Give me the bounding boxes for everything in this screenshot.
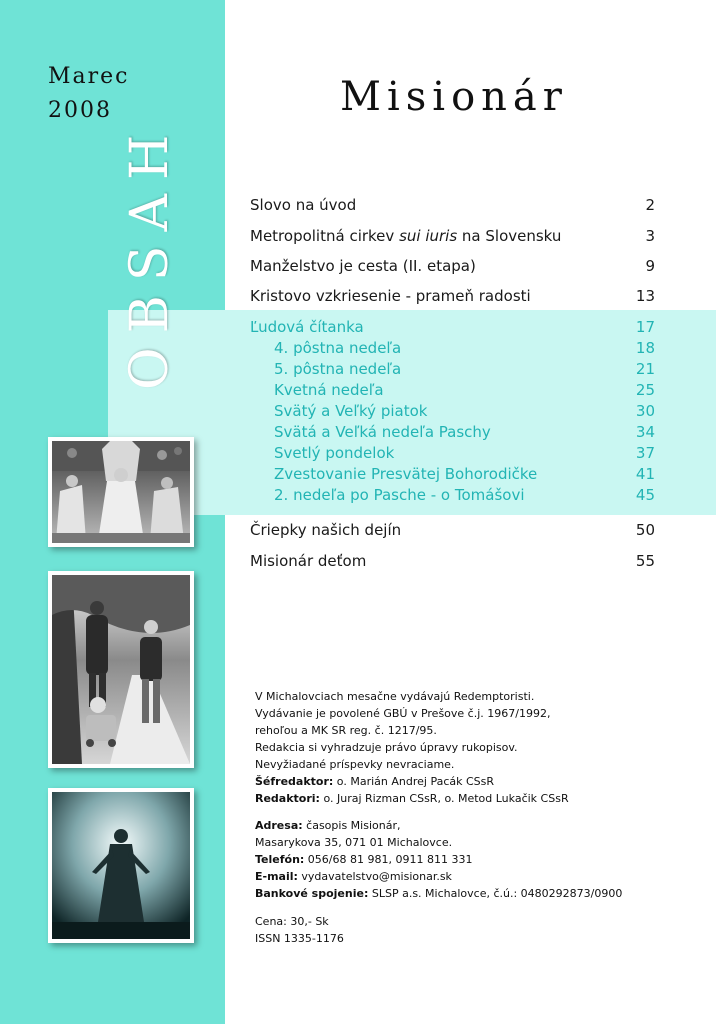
bank-account: Bankové spojenie: SLSP a.s. Michalovce, č.ú.: 0480292873/0900 [255, 887, 623, 900]
section-title: OBSAH [120, 120, 180, 390]
risen-christ-image [52, 792, 190, 939]
toc-item[interactable]: Manželstvo je cesta (II. etapa) 9 [250, 257, 655, 275]
liturgy-image [52, 441, 190, 543]
toc-item[interactable]: Svätá a Veľká nedeľa Paschy 34 [274, 423, 655, 441]
email: E-mail: vydavatelstvo@misionar.sk [255, 870, 452, 883]
photo-family-walk [48, 571, 194, 768]
toc-item[interactable]: Zvestovanie Presvätej Bohorodičke 41 [274, 465, 655, 483]
phone: Telefón: 056/68 81 981, 0911 811 331 [255, 853, 473, 866]
toc-item[interactable]: Čriepky našich dejín 50 [250, 521, 655, 539]
toc-item[interactable]: 5. pôstna nedeľa 21 [274, 360, 655, 378]
toc-item[interactable]: Ľudová čítanka 17 [250, 318, 655, 336]
toc-item[interactable]: Kristovo vzkriesenie - prameň radosti 13 [250, 287, 655, 305]
imprint-line: Redakcia si vyhradzuje právo úpravy rukopisov. [255, 741, 518, 754]
imprint-line: Vydávanie je povolené GBÚ v Prešove č.j. 1967/1992, [255, 707, 551, 720]
family-walk-image [52, 575, 190, 764]
issue-year: 2008 [48, 98, 112, 123]
imprint-line: Nevyžiadané príspevky nevraciame. [255, 758, 455, 771]
address-line: Masarykova 35, 071 01 Michalovce. [255, 836, 453, 849]
price-block [255, 913, 344, 947]
photo-liturgy [48, 437, 194, 547]
toc-item[interactable]: 4. pôstna nedeľa 18 [274, 339, 655, 357]
photo-risen-christ [48, 788, 194, 943]
toc-item[interactable]: Kvetná nedeľa 25 [274, 381, 655, 399]
imprint-line: V Michalovciach mesačne vydávajú Redemptoristi. [255, 690, 535, 703]
chief-editor: Šéfredaktor: o. Marián Andrej Pacák CSsR [255, 775, 495, 788]
issue-month: Marec [48, 64, 130, 89]
editors: Redaktori: o. Juraj Rizman CSsR, o. Metod Lukačik CSsR [255, 792, 569, 805]
imprint-line: rehoľou a MK SR reg. č. 1217/95. [255, 724, 437, 737]
toc-item[interactable]: Svetlý pondelok 37 [274, 444, 655, 462]
price: Cena: 30,- Sk [255, 915, 329, 928]
issn: ISSN 1335-1176 [255, 932, 344, 945]
toc-item[interactable]: Metropolitná cirkev sui iuris na Slovensku 3 [250, 227, 655, 245]
address: Adresa: časopis Misionár, [255, 819, 401, 832]
toc-item[interactable]: Svätý a Veľký piatok 30 [274, 402, 655, 420]
toc-item[interactable]: 2. nedeľa po Pasche - o Tomášovi 45 [274, 486, 655, 504]
toc-item[interactable]: Misionár deťom 55 [250, 552, 655, 570]
imprint-block [255, 688, 569, 807]
toc-item[interactable]: Slovo na úvod 2 [250, 196, 655, 214]
magazine-title: Misionár [340, 74, 568, 120]
contact-block [255, 817, 622, 902]
